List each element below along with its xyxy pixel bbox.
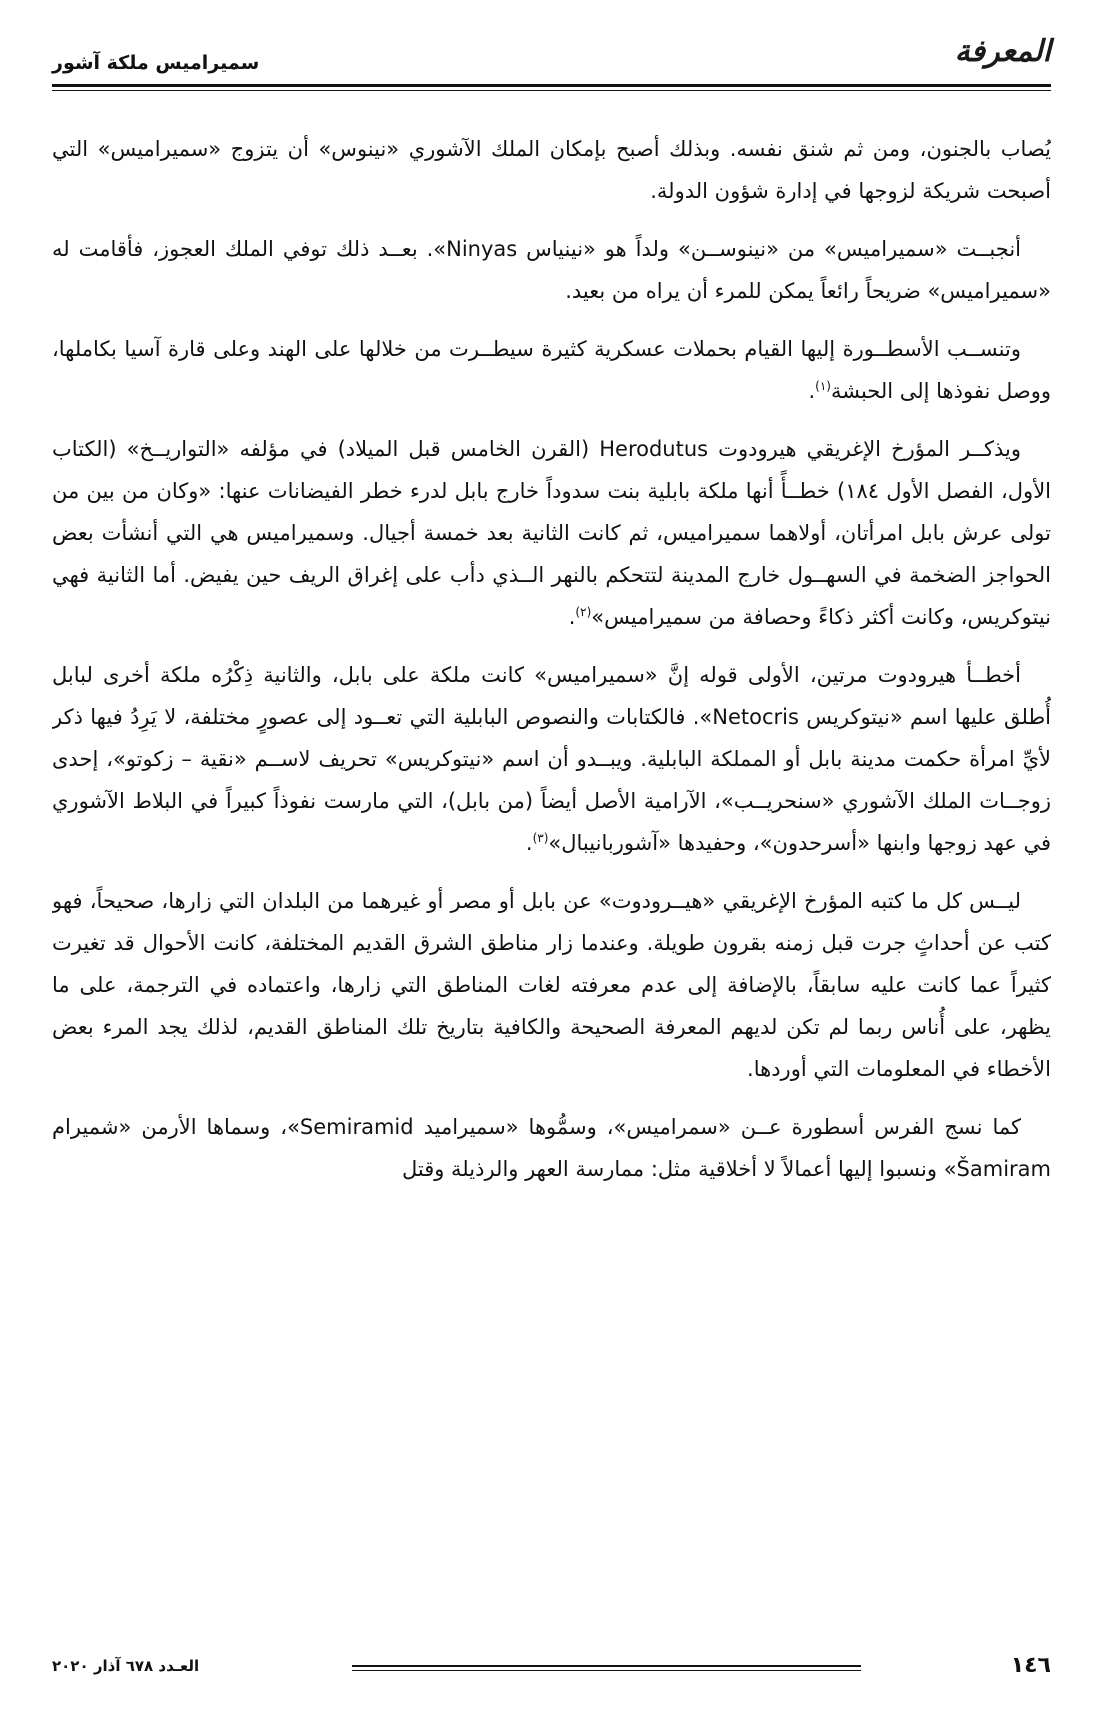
paragraph-1: يُصاب بالجنون، ومن ثم شنق نفسه. وبذلك أصبح بإمكان الملك الآشوري «نينوس» أن يتزوج «سميراميس» التي أصبحت شريكة لزوجها في إدارة شؤون الدولة. [52,137,1051,203]
header-rule [52,84,1051,87]
paragraph-3: وتنســب الأسطــورة إليها القيام بحملات عسكرية كثيرة سيطــرت من خلالها على الهند وعلى قارة آسيا بكاملها، ووصل نفوذها إلى الحبشة$^{(١)}$. [52,337,1051,403]
paragraph-4: ويذكــر المؤرخ الإغريقي هيرودوت Herodutus (القرن الخامس قبل الميلاد) في مؤلفه «التواريــخ» (الكتاب الأول، الفصل الأول ١٨٤) خطــأً أنها ملكة بابلية بنت سدوداً خارج بابل لدرء خطر الفيضانات عنها: «وكان من بين من تولى عرش بابل امرأتان، أولاهما سميراميس، ثم كانت الثانية بعد خمسة أجيال. وسميراميس هي التي أنشأت بعض الحواجز الضخمة في السهــول خارج المدينة لتتحكم بالنهر الــذي دأب على إغراق الريف حين يفيض. أما الثانية فهي نيتوكريس، وكانت أكثر ذكاءً وحصافة من سميراميس»$^{(٢)}$. [52,437,1051,629]
paragraph-7: كما نسج الفرس أسطورة عــن «سمراميس»، وسمُّوها «سميراميد Semiramid»، وسماها الأرمن «شميرام Šamiram» ونسبوا إليها أعمالاً لا أخلاقية مثل: ممارسة العهر والرذيلة وقتل [52,1115,1051,1181]
paragraph-2: أنجبــت «سميراميس» من «نينوســن» ولداً هو «نينياس Ninyas». بعــد ذلك توفي الملك العجوز، فأقامت له «سميراميس» ضريحاً رائعاً يمكن للمرء أن يراه من بعيد. [52,237,1051,303]
page-footer [52,1653,1051,1683]
paragraph-5: أخطــأ هيرودوت مرتين، الأولى قوله إنَّ «سميراميس» كانت ملكة على بابل، والثانية ذِكْرُه ملكة أخرى لبابل أُطلق عليها اسم «نيتوكريس Netocris». فالكتابات والنصوص البابلية التي تعــود إلى عصورٍ مختلفة، لا يَرِدُ فيها ذكر لأيِّ امرأة حكمت مدينة بابل أو المملكة البابلية. ويبــدو أن اسم «نيتوكريس» تحريف لاســم «نقية – زكوتو»، إحدى زوجــات الملك الآشوري «سنحريــب»، الآرامية الأصل أيضاً (من بابل)، التي مارست نفوذاً كبيراً في البلاط الآشوري في عهد زوجها وابنها «أسرحدون»، وحفيدها «آشوربانيبال»$^{(٣)}$. [52,663,1051,855]
page-number: ١٤٦ [1010,1653,1051,1678]
header-rule-thin [52,90,1051,91]
magazine-logo: المعرفة [954,34,1051,69]
article-body [52,128,1051,1688]
footnote-ref-2: (٢) [575,605,592,619]
running-title: سميراميس ملكة آشور [52,52,260,74]
issue-info: العـدد ٦٧٨ آذار ٢٠٢٠ [52,1657,200,1675]
footnote-ref-3: (٣) [532,831,549,845]
paragraph-6: ليــس كل ما كتبه المؤرخ الإغريقي «هيــرودوت» عن بابل أو مصر أو غيرهما من البلدان التي زارها، صحيحاً، فهو كتب عن أحداثٍ جرت قبل زمنه بقرون طويلة. وعندما زار مناطق الشرق القديم المختلفة، كانت الأحوال قد تغيرت كثيراً عما كانت عليه سابقاً، بالإضافة إلى عدم معرفته لغات المناطق التي زارها، واعتماده في الترجمة، على ما يظهر، على أُناس ربما لم تكن لديهم المعرفة الصحيحة والكافية بتاريخ تلك المناطق القديم، لذلك يجد المرء بعض الأخطاء في المعلومات التي أوردها. [52,889,1051,1081]
page-header [52,28,1051,84]
footer-rule [352,1665,861,1671]
footnote-ref-1: (١) [815,379,831,393]
